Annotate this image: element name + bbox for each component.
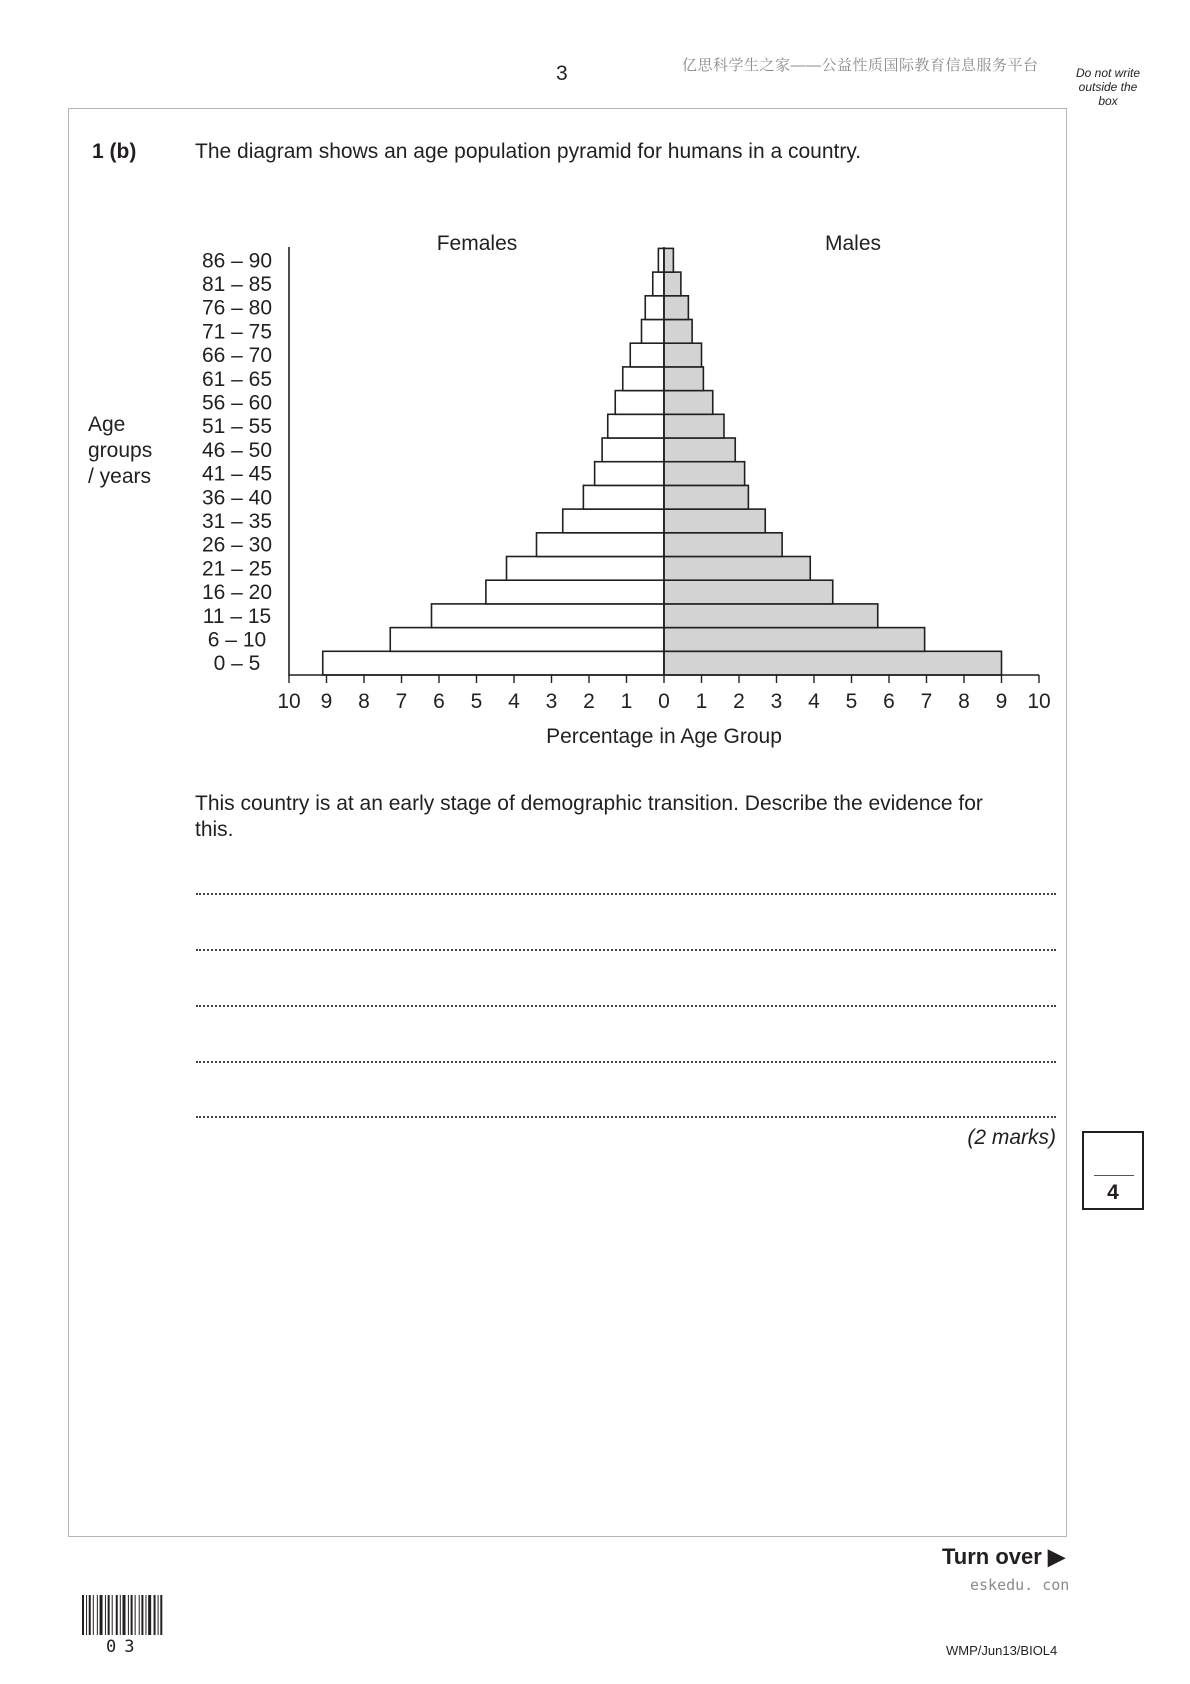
male-bar [664, 391, 713, 415]
male-bar [664, 248, 673, 272]
age-group-label: 11 – 15 [202, 604, 272, 628]
x-tick-label: 8 [358, 690, 370, 713]
x-tick-label: 5 [845, 690, 858, 713]
y-axis-label: Age [88, 413, 126, 436]
barcode-number: 03 [106, 1637, 143, 1657]
y-axis-label: / years [88, 465, 152, 488]
male-bar [664, 272, 681, 296]
female-bar [653, 272, 664, 296]
age-group-label: 6 – 10 [207, 628, 267, 652]
female-bar [507, 557, 665, 581]
x-tick-label: 9 [320, 690, 333, 713]
answer-line[interactable] [196, 1116, 1056, 1118]
barcode-bar [139, 1595, 140, 1635]
barcode-bar [135, 1595, 136, 1635]
prompt-line: this. [195, 818, 234, 841]
age-group-label: 16 – 20 [201, 581, 273, 605]
answer-line[interactable] [196, 893, 1056, 895]
female-bar [608, 414, 664, 438]
age-group-label: 36 – 40 [201, 486, 273, 510]
barcode-bar [145, 1595, 146, 1635]
male-bar [664, 628, 925, 652]
barcode-bar [123, 1595, 126, 1635]
x-tick-label: 3 [545, 690, 558, 713]
males-label: Males [824, 232, 882, 255]
age-group-label: 66 – 70 [201, 344, 273, 368]
barcode-bar [141, 1595, 143, 1635]
turn-over: Turn over ▶ [942, 1544, 1065, 1569]
male-bar [664, 320, 692, 344]
paper-code: WMP/Jun13/BIOL4 [946, 1643, 1058, 1658]
male-bar [664, 367, 703, 391]
marks-label: (2 marks) [967, 1126, 1056, 1149]
male-bar [664, 343, 702, 367]
margin-note-line: box [1098, 94, 1118, 108]
margin-note-line: outside the [1078, 80, 1138, 94]
female-bar [645, 296, 664, 320]
barcode-bar [82, 1595, 84, 1635]
age-group-label: 61 – 65 [201, 367, 273, 391]
barcode-bar [112, 1595, 113, 1635]
male-bar [664, 414, 724, 438]
male-bar [664, 296, 688, 320]
x-tick-label: 6 [433, 690, 445, 713]
female-bar [658, 248, 664, 272]
age-group-label: 86 – 90 [201, 249, 273, 273]
margin-note-line: Do not write [1075, 66, 1141, 80]
female-bar [583, 485, 664, 509]
barcode-bar [86, 1595, 87, 1635]
x-tick-label: 10 [277, 690, 301, 713]
male-bar [664, 438, 735, 462]
answer-line[interactable] [196, 1005, 1056, 1007]
barcode-bar [108, 1595, 110, 1635]
barcode-bar [131, 1595, 133, 1635]
age-group-label: 71 – 75 [201, 320, 273, 344]
x-tick-label: 7 [920, 690, 933, 713]
x-tick-label: 8 [958, 690, 970, 713]
male-bar [664, 651, 1002, 675]
x-tick-label: 3 [770, 690, 783, 713]
x-tick-label: 0 [658, 690, 670, 713]
age-group-label: 0 – 5 [213, 652, 261, 676]
population-pyramid-chart [0, 0, 1190, 760]
x-tick-label: 1 [695, 690, 708, 713]
x-tick-label: 10 [1027, 690, 1051, 713]
male-bar [664, 485, 748, 509]
barcode-bar [158, 1595, 159, 1635]
barcode-bar [120, 1595, 121, 1635]
female-bar [537, 533, 665, 557]
female-bar [623, 367, 664, 391]
mark-box [1082, 1131, 1144, 1210]
x-tick-label: 7 [395, 690, 408, 713]
barcode-bar [128, 1595, 129, 1635]
female-bar [432, 604, 665, 628]
female-bar [630, 343, 664, 367]
prompt-line: This country is at an early stage of demographic transition. Describe the evidence for [195, 792, 983, 815]
female-bar [323, 651, 664, 675]
barcode [82, 1595, 178, 1635]
female-bar [390, 628, 664, 652]
female-bar [595, 462, 664, 486]
female-bar [615, 391, 664, 415]
female-bar [642, 320, 665, 344]
barcode-bar [93, 1595, 94, 1635]
mark-box-value: 4 [1107, 1181, 1119, 1204]
age-group-label: 26 – 30 [201, 533, 273, 557]
x-tick-label: 9 [995, 690, 1008, 713]
x-tick-label: 4 [808, 690, 820, 713]
age-group-label: 81 – 85 [201, 272, 273, 296]
page-number: 3 [556, 62, 568, 85]
male-bar [664, 509, 765, 533]
age-group-label: 41 – 45 [201, 462, 273, 486]
barcode-bar [89, 1595, 91, 1635]
male-bar [664, 462, 745, 486]
female-bar [563, 509, 664, 533]
header-watermark: 亿思科学生之家——公益性质国际教育信息服务平台 [682, 57, 1039, 74]
x-tick-label: 5 [470, 690, 483, 713]
female-bar [602, 438, 664, 462]
age-group-label: 76 – 80 [201, 296, 273, 320]
age-group-label: 51 – 55 [201, 415, 273, 439]
axes-layer [289, 247, 1039, 683]
x-tick-label: 6 [883, 690, 895, 713]
age-group-label: 21 – 25 [201, 557, 273, 581]
male-bar [664, 533, 782, 557]
bars-layer [323, 248, 1002, 675]
x-tick-label: 2 [583, 690, 595, 713]
footer-watermark: eskedu. con [970, 1576, 1070, 1594]
barcode-bar [100, 1595, 103, 1635]
barcode-bar [154, 1595, 156, 1635]
females-label: Females [436, 232, 518, 255]
x-tick-label: 4 [508, 690, 520, 713]
question-number: 1 (b) [92, 140, 137, 163]
age-group-label: 46 – 50 [201, 438, 273, 462]
age-group-label: 31 – 35 [201, 509, 273, 533]
male-bar [664, 557, 810, 581]
answer-line[interactable] [196, 949, 1056, 951]
barcode-bar [116, 1595, 118, 1635]
x-axis-label: Percentage in Age Group [546, 725, 782, 748]
barcode-bar [160, 1595, 162, 1635]
x-tick-label: 2 [733, 690, 745, 713]
age-group-label: 56 – 60 [201, 391, 273, 415]
mark-box-line [1094, 1175, 1134, 1176]
barcode-bar [105, 1595, 106, 1635]
question-stem: The diagram shows an age population pyramid for humans in a country. [195, 140, 862, 163]
answer-line[interactable] [196, 1061, 1056, 1063]
barcode-bar [97, 1595, 98, 1635]
male-bar [664, 604, 878, 628]
barcode-bar [148, 1595, 151, 1635]
y-axis-label: groups [88, 439, 153, 462]
female-bar [486, 580, 664, 604]
question-prompt [195, 791, 1045, 843]
x-tick-label: 1 [620, 690, 633, 713]
male-bar [664, 580, 833, 604]
